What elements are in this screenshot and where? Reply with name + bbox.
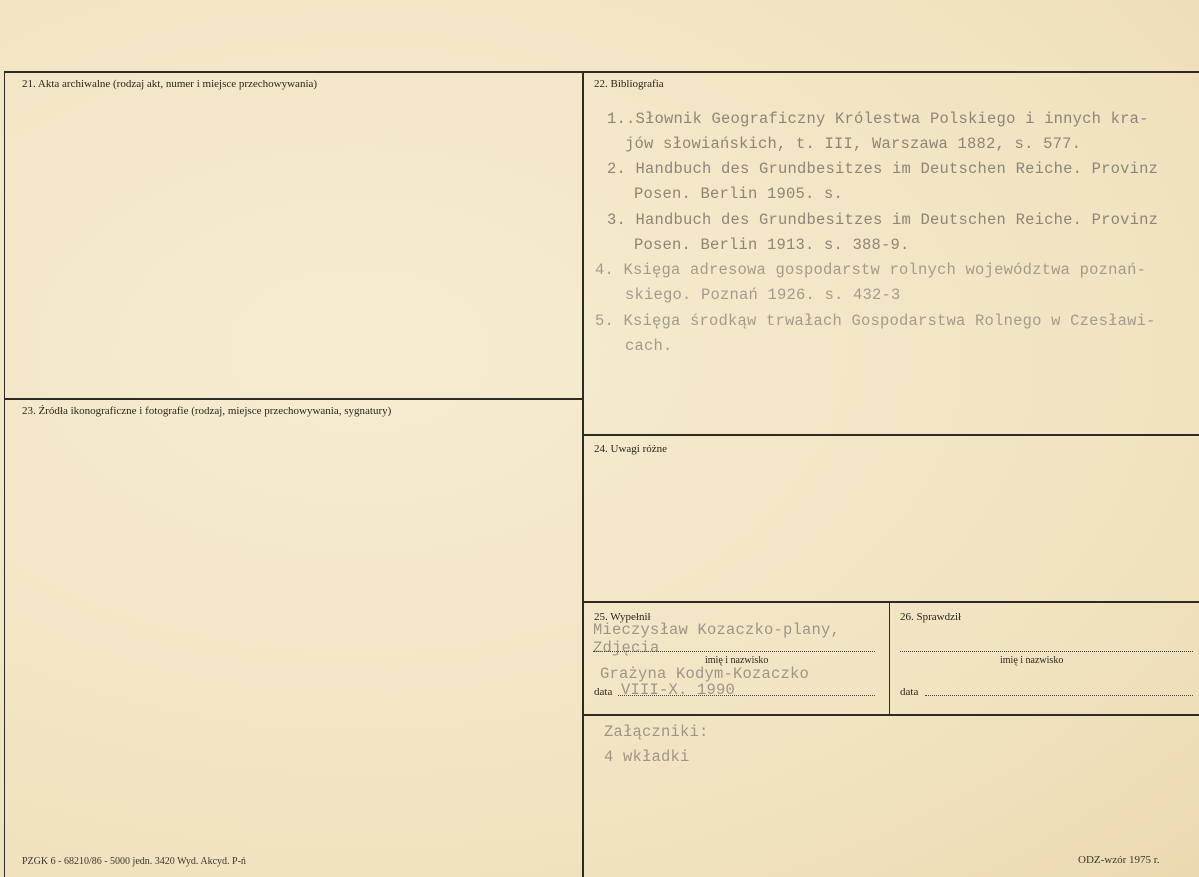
bibliography-line: 2. Handbuch des Grundbesitzes im Deutschen Reiche. Provinz xyxy=(607,160,1159,178)
checked-by-label: 26. Sprawdził xyxy=(900,611,962,623)
checked-by-name-caption: imię i nazwisko xyxy=(1000,655,1064,666)
right-divider-rule-1 xyxy=(584,434,1199,436)
bibliography-line: cach. xyxy=(625,337,673,355)
right-divider-rule-3 xyxy=(584,714,1199,716)
filled-by-label: 25. Wypełnił xyxy=(594,611,651,623)
right-divider-rule-2 xyxy=(584,601,1199,603)
left-divider-rule xyxy=(4,398,582,400)
archival-records-label: 21. Akta archiwalne (rodzaj akt, numer i miejsce przechowywania) xyxy=(22,78,318,90)
bibliography-line: 1..Słownik Geograficzny Królestwa Polskiego i innych kra- xyxy=(607,110,1149,128)
filled-by-date-underline xyxy=(618,695,875,696)
top-rule xyxy=(4,71,1199,73)
checked-by-name-underline xyxy=(900,651,1193,652)
filled-by-name-caption: imię i nazwisko xyxy=(705,655,769,666)
checked-by-date-label: data xyxy=(900,686,919,698)
bibliography-line: Posen. Berlin 1913. s. 388-9. xyxy=(634,236,910,254)
checked-by-date-underline xyxy=(925,695,1193,696)
filled-by-name-underline xyxy=(593,651,875,652)
bibliography-line: Posen. Berlin 1905. s. xyxy=(634,185,844,203)
bibliography-line: 3. Handbuch des Grundbesitzes im Deutschen Reiche. Provinz xyxy=(607,211,1159,229)
iconographic-sources-label: 23. Źródła ikonograficzne i fotografie (rodzaj, miejsce przechowywania, sygnatury) xyxy=(22,405,392,417)
filled-by-date-value: VIII-X. 1990 xyxy=(621,681,736,699)
bibliography-label: 22. Bibliografia xyxy=(594,78,664,90)
bibliography-line: jów słowiańskich, t. III, Warszawa 1882, s. 577. xyxy=(625,135,1082,153)
remarks-label: 24. Uwagi różne xyxy=(594,443,668,455)
bibliography-line: 5. Księga środkąw trwałach Gospodarstwa Rolnego w Czesławi- xyxy=(595,312,1156,330)
filled-by-name-line-3: Grażyna Kodym-Kozaczko xyxy=(600,665,810,683)
filled-by-name-line-1: Mieczysław Kozaczko-plany, xyxy=(593,621,841,639)
middle-vertical-rule xyxy=(582,71,584,877)
filled-by-date-label: data xyxy=(594,686,613,698)
form-model-footer: ODZ-wzór 1975 r. xyxy=(1078,854,1160,866)
left-edge-rule xyxy=(4,71,5,877)
bibliography-line: skiego. Poznań 1926. s. 432-3 xyxy=(625,286,901,304)
bibliography-line: 4. Księga adresowa gospodarstw rolnych województwa poznań- xyxy=(595,261,1147,279)
filled-by-name-line-2: Zdjęcia xyxy=(593,639,660,657)
print-code-footer: PZGK 6 - 68210/86 - 5000 jedn. 3420 Wyd. Akcyd. P-ń xyxy=(22,856,246,867)
attachments-value: 4 wkładki xyxy=(604,748,690,766)
signature-vertical-rule xyxy=(889,601,890,715)
attachments-title: Załączniki: xyxy=(604,723,709,741)
